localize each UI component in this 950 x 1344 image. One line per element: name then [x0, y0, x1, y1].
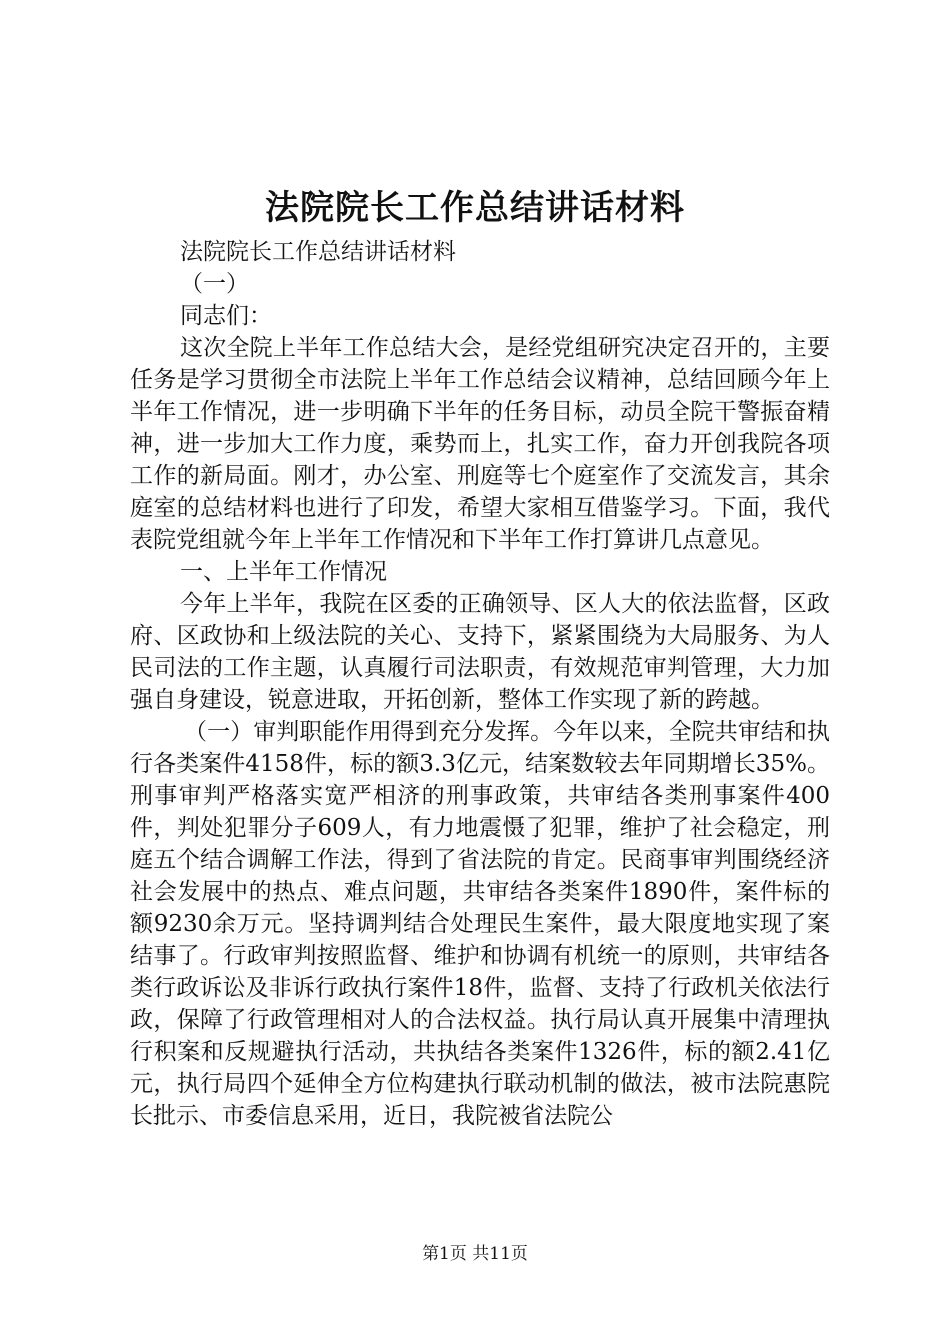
document-title: 法院院长工作总结讲话材料 [265, 188, 685, 228]
paragraph-overview: 今年上半年，我院在区委的正确领导、区人大的依法监督，区政府、区政协和上级法院的关心、支持下，紧紧围绕为大局服务、为人民司法的工作主题，认真履行司法职责，有效规范审判管理，大力加强自身建设，锐意进取，开拓创新，整体工作实现了新的跨越。 [130, 591, 830, 713]
paragraph-heading-1: 一、上半年工作情况 [180, 559, 387, 585]
paragraph-subtitle: 法院院长工作总结讲话材料 [180, 239, 456, 265]
paragraph-salutation: 同志们： [180, 303, 272, 329]
document-body [130, 236, 830, 1132]
paragraph-section-number: （一） [180, 271, 249, 297]
paragraph-intro: 这次全院上半年工作总结大会，是经党组研究决定召开的，主要任务是学习贯彻全市法院上半年工作总结会议精神，总结回顾今年上半年工作情况，进一步明确下半年的任务目标，动员全院干警振奋精神，进一步加大工作力度，乘势而上，扎实工作，奋力开创我院各项工作的新局面。刚才，办公室、刑庭等七个庭室作了交流发言，其余庭室的总结材料也进行了印发，希望大家相互借鉴学习。下面，我代表院党组就今年上半年工作情况和下半年工作打算讲几点意见。 [130, 335, 830, 553]
page-footer: 第1页 共11页 [422, 1244, 528, 1264]
paragraph-trial-functions: （一）审判职能作用得到充分发挥。今年以来，全院共审结和执行各类案件4158件，标的额3.3亿元，结案数较去年同期增长35%。刑事审判严格落实宽严相济的刑事政策，共审结各类刑事案件400件，判处犯罪分子609人，有力地震慑了犯罪，维护了社会稳定，刑庭五个结合调解工作法，得到了省法院的肯定。民商事审判围绕经济社会发展中的热点、难点问题，共审结各类案件1890件，案件标的额9230余万元。坚持调判结合处理民生案件，最大限度地实现了案结事了。行政审判按照监督、维护和协调有机统一的原则，共审结各类行政诉讼及非诉行政执行案件18件，监督、支持了行政机关依法行政，保障了行政管理相对人的合法权益。执行局认真开展集中清理执行积案和反规避执行活动，共执结各类案件1326件，标的额2.41亿元，执行局四个延伸全方位构建执行联动机制的做法，被市法院惠院长批示、市委信息采用，近日，我院被省法院公 [130, 719, 830, 1129]
